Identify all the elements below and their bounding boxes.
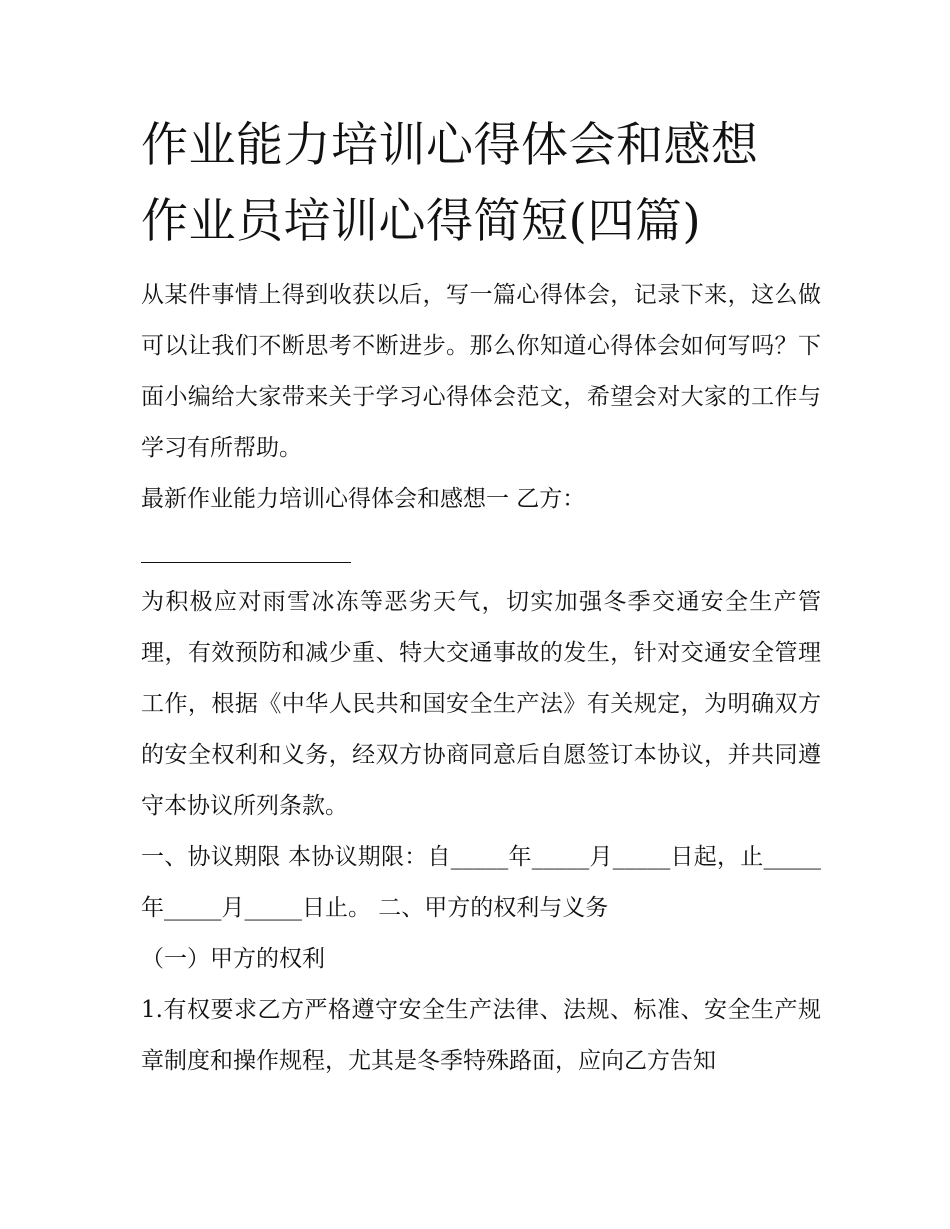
intro-paragraph: 从某件事情上得到收获以后，写一篇心得体会，记录下来，这么做可以让我们不断思考不断进步。那么你知道心得体会如何写吗？下面小编给大家带来关于学习心得体会范文，希望会对大家的工作与学习有所帮助。 <box>141 282 821 461</box>
rights-heading: （一）甲方的权利 <box>141 946 325 972</box>
section-heading: 最新作业能力培训心得体会和感想一 乙方： <box>141 486 586 512</box>
document-body <box>141 270 821 1087</box>
agreement-paragraph: 为积极应对雨雪冰冻等恶劣天气，切实加强冬季交通安全生产管理，有效预防和减少重、特大交通事故的发生，针对交通安全管理工作，根据《中华人民共和国安全生产法》有关规定，为明确双方的安全权利和义务，经双方协商同意后自愿签订本协议，并共同遵守本协议所列条款。 <box>141 589 821 819</box>
document-title <box>141 108 821 260</box>
title-line-1: 作业能力培训心得体会和感想 <box>141 118 759 173</box>
term-paragraph: 一、协议期限 本协议期限：自_____年_____月_____日起，止_____年_____月_____日止。 二、甲方的权利与义务 <box>141 844 821 921</box>
signature-blank-line <box>141 525 351 563</box>
document-page <box>141 108 821 1087</box>
title-line-2: 作业员培训心得简短(四篇) <box>141 194 702 249</box>
rights-item-1: 1.有权要求乙方严格遵守安全生产法律、法规、标准、安全生产规章制度和操作规程，尤其是冬季特殊路面，应向乙方告知 <box>141 997 821 1074</box>
